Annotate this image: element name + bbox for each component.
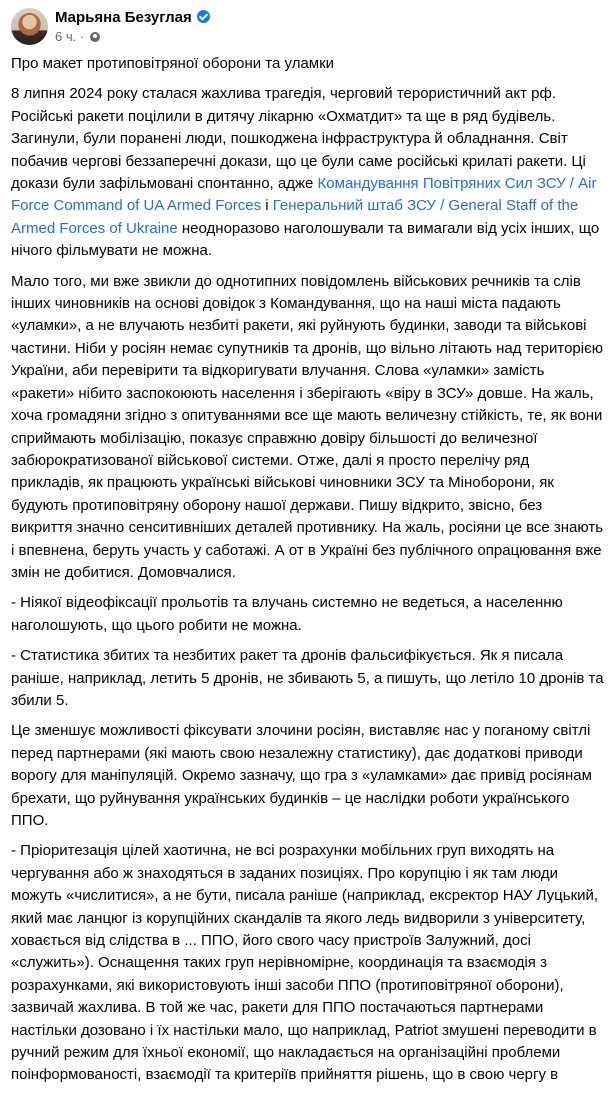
avatar[interactable] bbox=[11, 8, 48, 45]
post-paragraph bbox=[11, 271, 606, 585]
author-name-link[interactable] bbox=[55, 9, 210, 26]
post-header bbox=[0, 0, 610, 52]
paragraph-text: - Статистика збитих та незбитих ракет та дронів фальсифікується. Як я писала раніше, наприклад, летить 5 дронів, не збивають 5, а пишуть, що летіло 10 дронів та збили 5. bbox=[11, 647, 604, 709]
paragraph-text: 8 липня 2024 року сталася жахлива трагедія, черговий терористичний акт рф. Російські ракети поцілили в дитячу лікарню «Охматдит» та ще в ряд будівель. Загинули, були поранені люди, пошкоджена інфраструктура й обладнання. Світ побачив чергові беззаперечні докази, що це були саме російські крилаті ракети. Ці докази були зафільмовані спонтанно, адже bbox=[11, 85, 586, 193]
post-paragraph bbox=[11, 592, 606, 637]
post-paragraph bbox=[11, 645, 606, 712]
paragraph-text: і bbox=[261, 197, 273, 215]
post-paragraph bbox=[11, 840, 606, 1086]
post-title: Про макет протиповітряної оборони та уламки bbox=[11, 55, 335, 72]
paragraph-text: Мало того, ми вже звикли до однотипних повідомлень військових речників та слів інших чиновників на основі довідок з Командування, що на наші міста падають «уламки», а не влучають незбиті ракети, які руйнують будинки, заводи та військові частини. Ніби у росіян немає супутників та дронів, що вільно літають над територією України, аби перевірити та відкоригувати влучання. Слова «уламки» замість «ракети» нібито заспокоюють населення і зберігають «віру в ЗСУ» довше. На жаль, хоча громадяни згідно з опитуваннями все ще мають величезну стійкість, те, як вони сприймають мобілізацію, показує справжню довіру більшості до величезної забюрократизованої військової системи. Отже, далі я просто перелічу ряд прикладів, як працюють українські військові чиновники ЗСУ та Міноборони, як будують протиповітряну оборону нашої держави. Пишу відкрито, звісно, без викриття значно сенситивніших деталей противнику. На жаль, росіяни це все знають і впевнена, беруть участь у саботажі. А от в Україні без публічного опрацювання вже змін не добитися. Домовчалися. bbox=[11, 272, 604, 581]
meta-separator: · bbox=[79, 29, 85, 44]
paragraph-text: - Ніякої відеофіксації прольотів та влучань системно не ведеться, а населенню наголошують, що цього робити не можна. bbox=[11, 594, 563, 634]
globe-icon[interactable] bbox=[90, 32, 100, 42]
post-body bbox=[11, 53, 606, 1095]
paragraph-text: - Пріоритезація цілей хаотична, не всі розрахунки мобільних груп виходять на чергування або ж знаходяться в заданих позиціях. Про корупцію і як там люди можуть «числитися», а не бути, писала раніше (наприклад, ексректор НАУ Луцький, який має ланцюг із корупційних скандалів та якого ледь видворили з університету, ховається від слідства в ... ППО, його свого часу пристроїв Залужний, досі «служить»). Оснащення таких груп нерівномірне, координація та взаємодія з розрахунками, які використовують інші засоби ППО (протиповітряної оборони), зазвичай жахлива. В той же час, ракети для ППО постачаються партнерами настільки дозовано і їх настільки мало, що наприклад, Patriot змушені переводити в ручний режим для їхньої економії, що накладається на організаційні проблеми поінформованості, взаємодії та критеріїв прийняття рішень, що в свою чергу в bbox=[11, 842, 599, 1084]
paragraph-text: неодноразово наголошували та вимагали від усіх інших, що нічого фільмувати не можна. bbox=[11, 219, 600, 260]
timestamp-link[interactable]: 6 ч. bbox=[55, 29, 77, 44]
author-name[interactable]: Марьяна Безуглая bbox=[55, 9, 192, 26]
page-mention-link[interactable]: Командування Повітряних Сил ЗСУ / Air Force Command of UA Armed Forces bbox=[11, 175, 597, 215]
paragraph-text: Це зменшує можливості фіксувати злочини росіян, виставляє нас у поганому світлі перед партнерами (які мають свою незалежну статистику), дає додаткові приводи ворогу для маніпуляцій. Окремо зазначу, що гра з «уламками» дає привід росіянам брехати, що руйнування українських будинків – це наслідки роботи українського ППО. bbox=[11, 722, 592, 829]
page-mention-link[interactable]: Генеральний штаб ЗСУ / General Staff of the Armed Forces of Ukraine bbox=[11, 197, 579, 237]
post-paragraph bbox=[11, 83, 606, 262]
post-paragraph bbox=[11, 720, 606, 832]
post-meta bbox=[55, 29, 100, 44]
verified-badge-icon bbox=[197, 10, 210, 23]
